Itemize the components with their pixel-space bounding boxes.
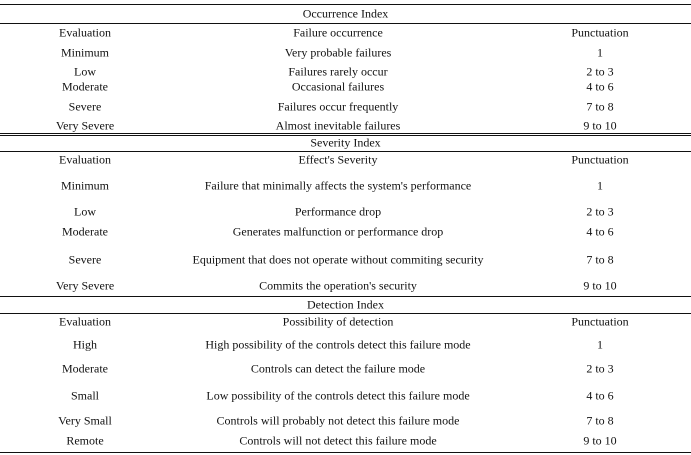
cell-punctuation: 7 to 8 [586,252,614,267]
cell-evaluation: Moderate [62,361,108,376]
cell-punctuation: 1 [597,178,603,193]
cell-description: Failures occur frequently [277,99,399,114]
cell-punctuation: 7 to 8 [586,99,614,114]
occurrence-section-title: Occurrence Index [302,6,389,21]
table-rule [0,452,691,453]
column-header-description: Effect's Severity [298,152,378,167]
cell-punctuation: 2 to 3 [586,64,614,79]
cell-evaluation: Low [74,204,96,219]
cell-evaluation: Moderate [62,224,108,239]
cell-evaluation: Small [70,388,99,403]
cell-punctuation: 1 [597,337,603,352]
cell-evaluation: Very Small [58,413,112,428]
cell-description: Almost inevitable failures [275,118,401,133]
severity-section-title: Severity Index [310,135,381,150]
cell-description: Controls will probably not detect this failure mode [216,413,460,428]
cell-description: Very probable failures [284,45,392,60]
cell-description: Performance drop [294,204,382,219]
table-rule [0,133,691,134]
cell-punctuation: 2 to 3 [586,204,614,219]
column-header-description: Possibility of detection [282,314,394,329]
cell-punctuation: 1 [597,45,603,60]
cell-punctuation: 7 to 8 [586,413,614,428]
cell-punctuation: 2 to 3 [586,361,614,376]
cell-evaluation: Very Severe [55,278,115,293]
cell-punctuation: 4 to 6 [586,388,614,403]
cell-punctuation: 4 to 6 [586,79,614,94]
column-header-punctuation: Punctuation [571,314,629,329]
column-header-description: Failure occurrence [293,25,383,40]
cell-punctuation: 4 to 6 [586,224,614,239]
column-header-evaluation: Evaluation [59,314,111,329]
cell-evaluation: Minimum [60,178,109,193]
cell-punctuation: 9 to 10 [583,118,617,133]
cell-description: Failure that minimally affects the system's performance [204,178,472,193]
cell-punctuation: 9 to 10 [583,433,617,448]
column-header-punctuation: Punctuation [571,25,629,40]
cell-evaluation: Severe [68,99,102,114]
cell-evaluation: Very Severe [55,118,115,133]
cell-evaluation: Remote [66,433,104,448]
cell-evaluation: Moderate [62,79,108,94]
cell-evaluation: High [73,337,97,352]
cell-description: High possibility of the controls detect this failure mode [205,337,471,352]
cell-evaluation: Low [74,64,96,79]
cell-description: Low possibility of the controls detect this failure mode [206,388,470,403]
detection-section-title: Detection Index [307,297,384,312]
cell-evaluation: Minimum [60,45,109,60]
column-header-punctuation: Punctuation [571,152,629,167]
cell-evaluation: Severe [68,252,102,267]
column-header-evaluation: Evaluation [59,25,111,40]
cell-description: Failures rarely occur [288,64,388,79]
cell-description: Generates malfunction or performance drop [232,224,444,239]
table-rule [0,4,691,5]
column-header-evaluation: Evaluation [59,152,111,167]
cell-description: Controls will not detect this failure mode [239,433,437,448]
cell-description: Occasional failures [291,79,385,94]
table-rule [0,23,691,24]
cell-punctuation: 9 to 10 [583,278,617,293]
cell-description: Equipment that does not operate without commiting security [192,252,484,267]
cell-description: Commits the operation's security [259,278,417,293]
cell-description: Controls can detect the failure mode [250,361,426,376]
